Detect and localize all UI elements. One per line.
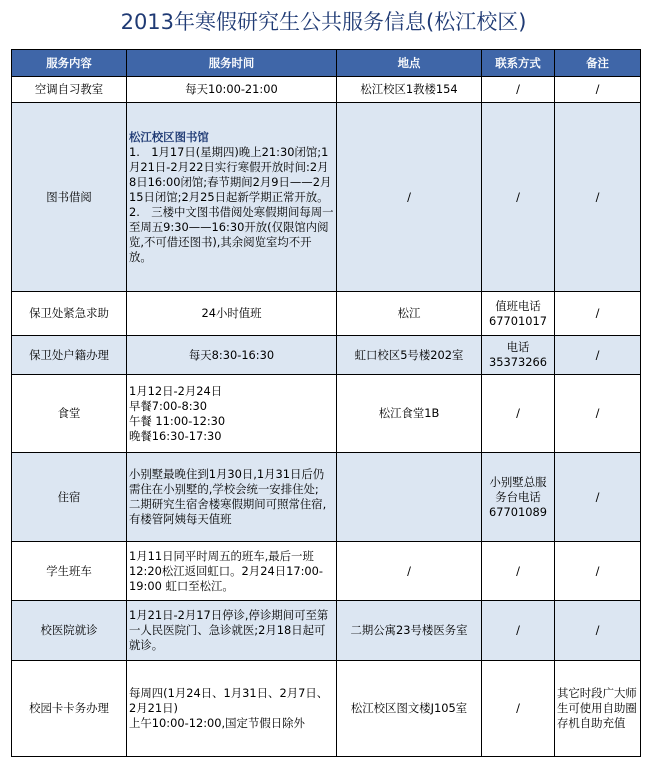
header-place: 地点 <box>337 50 482 77</box>
note-cell: / <box>555 375 641 453</box>
note-cell: / <box>555 336 641 375</box>
note-cell: / <box>555 453 641 542</box>
contact-cell: / <box>482 661 555 757</box>
time-cell: 1月11日同平时周五的班车,最后一班12:20松江返回虹口。2月24日17:00-19:00 虹口至松江。 <box>127 542 337 601</box>
time-cell: 每天10:00-21:00 <box>127 77 337 103</box>
note-cell: / <box>555 542 641 601</box>
header-contact: 联系方式 <box>482 50 555 77</box>
contact-cell: / <box>482 77 555 103</box>
time-line: 每周四(1月24日、1月31日、2月7日、2月21日) <box>129 686 329 715</box>
header-note: 备注 <box>555 50 641 77</box>
table-row <box>12 103 641 292</box>
place-cell <box>337 453 482 542</box>
time-cell <box>127 375 337 453</box>
service-cell: 空调自习教室 <box>12 77 127 103</box>
place-cell: 二期公寓23号楼医务室 <box>337 601 482 661</box>
place-cell: 松江校区图文楼J105室 <box>337 661 482 757</box>
header-time: 服务时间 <box>127 50 337 77</box>
note-cell: 其它时段广大师生可使用自助圈存机自助充值 <box>555 661 641 757</box>
table-row <box>12 453 641 542</box>
time-cell: 1月21日-2月17日停诊,停诊期间可至第一人民医院门、急诊就医;2月18日起可就诊。 <box>127 601 337 661</box>
service-cell: 住宿 <box>12 453 127 542</box>
table-row <box>12 375 641 453</box>
time-line: 早餐7:00-8:30 <box>129 398 208 413</box>
table-row <box>12 292 641 336</box>
note-cell: / <box>555 292 641 336</box>
service-cell: 图书借阅 <box>12 103 127 292</box>
contact-phone: 67701017 <box>489 313 547 328</box>
place-cell: 松江食堂1B <box>337 375 482 453</box>
service-cell: 保卫处紧急求助 <box>12 292 127 336</box>
time-cell: 每天8:30-16:30 <box>127 336 337 375</box>
header-service: 服务内容 <box>12 50 127 77</box>
place-cell: / <box>337 103 482 292</box>
contact-cell <box>482 292 555 336</box>
table-row <box>12 601 641 661</box>
contact-cell: / <box>482 103 555 292</box>
table-row <box>12 77 641 103</box>
contact-cell <box>482 453 555 542</box>
contact-phone: 35373266 <box>489 355 547 369</box>
table-row <box>12 661 641 757</box>
table-row <box>12 336 641 375</box>
service-cell: 保卫处户籍办理 <box>12 336 127 375</box>
service-cell: 学生班车 <box>12 542 127 601</box>
time-cell <box>127 661 337 757</box>
contact-label: 小别墅总服务台电话 <box>489 474 547 504</box>
contact-cell <box>482 336 555 375</box>
service-cell: 校园卡卡务办理 <box>12 661 127 757</box>
time-cell <box>127 103 337 292</box>
service-cell: 校医院就诊 <box>12 601 127 661</box>
service-cell: 食堂 <box>12 375 127 453</box>
time-line: 上午10:00-12:00,国定节假日除外 <box>129 716 305 730</box>
table-row <box>12 542 641 601</box>
place-cell: / <box>337 542 482 601</box>
time-line: 二期研究生宿舍楼寒假期间可照常住宿,有楼管阿姨每天值班 <box>129 497 327 526</box>
service-table <box>11 49 641 757</box>
time-line: 晚餐16:30-17:30 <box>129 428 222 443</box>
note-cell: / <box>555 77 641 103</box>
time-cell <box>127 453 337 542</box>
header-row <box>12 50 641 77</box>
note-cell: / <box>555 103 641 292</box>
time-line: 2. 三楼中文图书借阅处寒假期间每周一至周五9:30——16:30开放(仅限馆内阅览,不可借还图书),其余阅览室均不开放。 <box>129 204 334 264</box>
time-line: 1. 1月17日(星期四)晚上21:30闭馆;1月21日-2月22日实行寒假开放时间:2月8日16:00闭馆;春节期间2月9日——2月15日闭馆;2月25日起新学期正常开放。 <box>129 144 332 204</box>
contact-label: 值班电话 <box>495 298 541 313</box>
library-heading: 松江校区图书馆 <box>129 129 209 144</box>
note-cell: / <box>555 601 641 661</box>
place-cell: 松江校区1教楼154 <box>337 77 482 103</box>
place-cell: 虹口校区5号楼202室 <box>337 336 482 375</box>
page-title: 2013年寒假研究生公共服务信息(松江校区) <box>120 10 527 34</box>
contact-cell: / <box>482 601 555 661</box>
time-line: 小别墅最晚住到1月30日,1月31日后仍需住在小别墅的,学校会统一安排住处; <box>129 467 325 496</box>
place-cell: 松江 <box>337 292 482 336</box>
time-line: 1月12日-2月24日 <box>129 383 223 398</box>
time-line: 午餐 11:00-12:30 <box>129 413 226 428</box>
contact-cell: / <box>482 375 555 453</box>
contact-phone: 67701089 <box>489 504 547 519</box>
time-cell: 24小时值班 <box>127 292 337 336</box>
contact-cell: / <box>482 542 555 601</box>
contact-label: 电话 <box>506 340 530 354</box>
